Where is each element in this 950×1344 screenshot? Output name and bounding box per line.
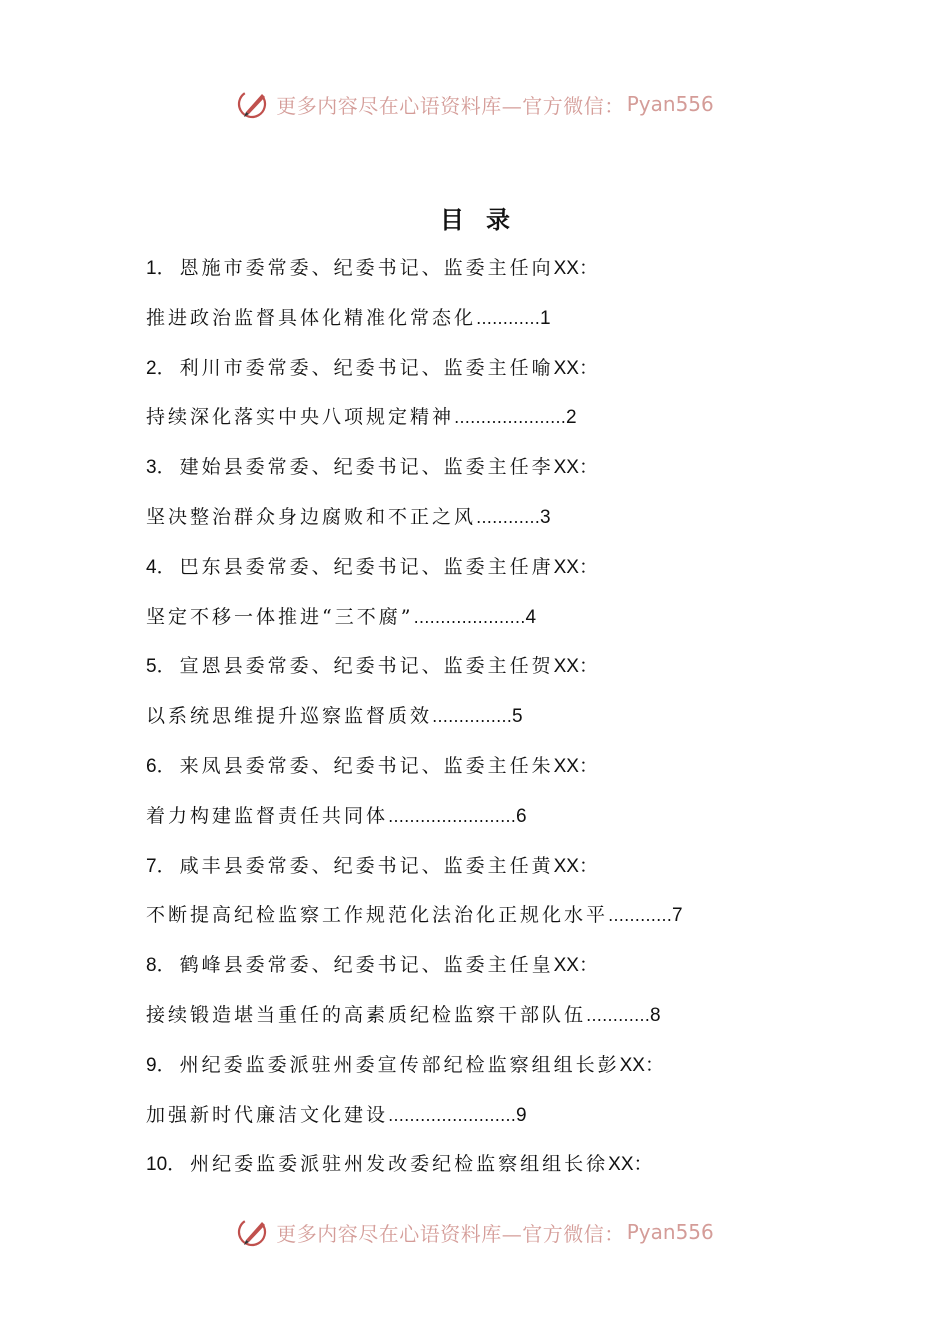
watermark-handle: Pyan556	[626, 92, 714, 116]
entry-author: 利川市委常委、纪委书记、监委主任喻	[179, 356, 554, 379]
entry-subject: 坚定不移一体推进“三不腐”	[146, 605, 414, 628]
entry-number: 9．	[146, 1054, 176, 1076]
watermark-handle: Pyan556	[626, 1220, 714, 1244]
entry-author: 来凤县委常委、纪委书记、监委主任朱	[179, 754, 554, 777]
entry-subject: 不断提高纪检监察工作规范化法治化正规化水平	[146, 904, 609, 927]
entry-number: 7．	[146, 855, 176, 877]
entry-author: 恩施市委常委、纪委书记、监委主任向	[179, 257, 554, 279]
entry-author-suffix: XX：	[553, 357, 598, 379]
entry-subject: 接续锻造堪当重任的高素质纪检监察干部队伍	[146, 1003, 587, 1026]
toc-entry-subject[interactable]	[146, 493, 846, 543]
entry-page-number: 2	[566, 407, 577, 429]
entry-subject: 以系统思维提升巡察监督质效	[146, 705, 433, 728]
entry-author-suffix: XX：	[553, 556, 598, 578]
entry-author-suffix: XX：	[553, 656, 598, 678]
entry-author: 咸丰县委常委、纪委书记、监委主任黄	[179, 854, 554, 877]
entry-author-suffix: XX：	[553, 855, 598, 877]
entry-subject: 坚决整治群众身边腐败和不正之风	[146, 505, 477, 528]
toc-entry-subject[interactable]	[146, 294, 846, 344]
toc-entry-author	[146, 742, 846, 792]
toc-entry-author	[146, 1140, 846, 1190]
table-of-contents	[146, 244, 846, 1190]
entry-page-number: 5	[512, 706, 523, 728]
entry-leader-dots: …………	[476, 507, 541, 527]
entry-leader-dots: …………	[586, 1005, 651, 1025]
entry-page-number: 6	[516, 805, 527, 827]
entry-author: 建始县委常委、纪委书记、监委主任李	[179, 456, 554, 479]
page-title: 目录	[440, 206, 532, 234]
watermark-header	[0, 82, 950, 126]
watermark-text: 更多内容尽在心语资料库—官方微信：	[276, 1221, 625, 1246]
toc-entry-author	[146, 941, 846, 991]
toc-entry-author	[146, 642, 846, 692]
entry-subject: 着力构建监督责任共同体	[146, 804, 389, 827]
entry-author: 巴东县委常委、纪委书记、监委主任唐	[179, 555, 554, 578]
entry-author: 宣恩县委常委、纪委书记、监委主任贺	[179, 655, 554, 678]
entry-subject: 推进政治监督具体化精准化常态化	[146, 306, 477, 329]
entry-number: 1．	[146, 258, 176, 279]
toc-entry-subject[interactable]	[146, 593, 846, 643]
entry-author-suffix: XX：	[553, 955, 598, 977]
entry-subject: 加强新时代廉洁文化建设	[146, 1103, 389, 1126]
toc-entry-author	[146, 1041, 846, 1091]
entry-number: 10．	[146, 1154, 187, 1176]
entry-leader-dots: ……………………	[388, 806, 517, 826]
entry-author: 州纪委监委派驻州发改委纪检监察组组长徐	[190, 1153, 609, 1176]
toc-entry-subject[interactable]	[146, 891, 846, 941]
toc-entry-author	[146, 543, 846, 593]
toc-entry-author	[146, 244, 846, 294]
entry-page-number: 4	[525, 606, 537, 628]
entry-author-suffix: XX：	[553, 755, 598, 777]
toc-entry-author	[146, 842, 846, 892]
entry-author-suffix: XX：	[553, 258, 598, 279]
entry-author-suffix: XX：	[608, 1154, 653, 1176]
entry-leader-dots: …………………	[413, 607, 526, 627]
entry-leader-dots: …………	[476, 308, 541, 328]
entry-leader-dots: ……………	[432, 707, 513, 727]
toc-entry-subject[interactable]	[146, 991, 846, 1041]
entry-leader-dots: …………………	[454, 408, 567, 428]
entry-leader-dots: ……………………	[388, 1105, 517, 1125]
toc-entry-subject[interactable]	[146, 393, 846, 443]
toc-entry-subject[interactable]	[146, 1091, 846, 1141]
entry-author: 鹤峰县委常委、纪委书记、监委主任皇	[179, 954, 554, 977]
toc-entry-author	[146, 344, 846, 394]
toc-entry-subject[interactable]	[146, 692, 846, 742]
entry-number: 5．	[146, 656, 176, 678]
entry-number: 8．	[146, 955, 176, 977]
entry-author-suffix: XX：	[553, 457, 598, 479]
entry-number: 4．	[146, 556, 176, 578]
entry-number: 3．	[146, 457, 176, 479]
entry-page-number: 9	[516, 1104, 527, 1126]
entry-author: 州纪委监委派驻州委宣传部纪检监察组组长彭	[179, 1053, 620, 1076]
entry-subject: 持续深化落实中央八项规定精神	[146, 406, 455, 429]
pen-logo-icon	[236, 86, 272, 122]
pen-logo-icon	[236, 1214, 272, 1250]
entry-leader-dots: …………	[608, 906, 673, 926]
watermark-footer	[0, 1210, 950, 1254]
toc-entry-author	[146, 443, 846, 493]
entry-number: 2．	[146, 357, 176, 379]
watermark-text: 更多内容尽在心语资料库—官方微信：	[276, 93, 625, 118]
entry-page-number: 8	[650, 1004, 661, 1026]
toc-entry-subject[interactable]	[146, 792, 846, 842]
entry-page-number: 1	[540, 307, 551, 329]
entry-number: 6．	[146, 755, 176, 777]
entry-page-number: 7	[672, 905, 683, 927]
entry-page-number: 3	[540, 506, 551, 528]
entry-author-suffix: XX：	[619, 1054, 664, 1076]
